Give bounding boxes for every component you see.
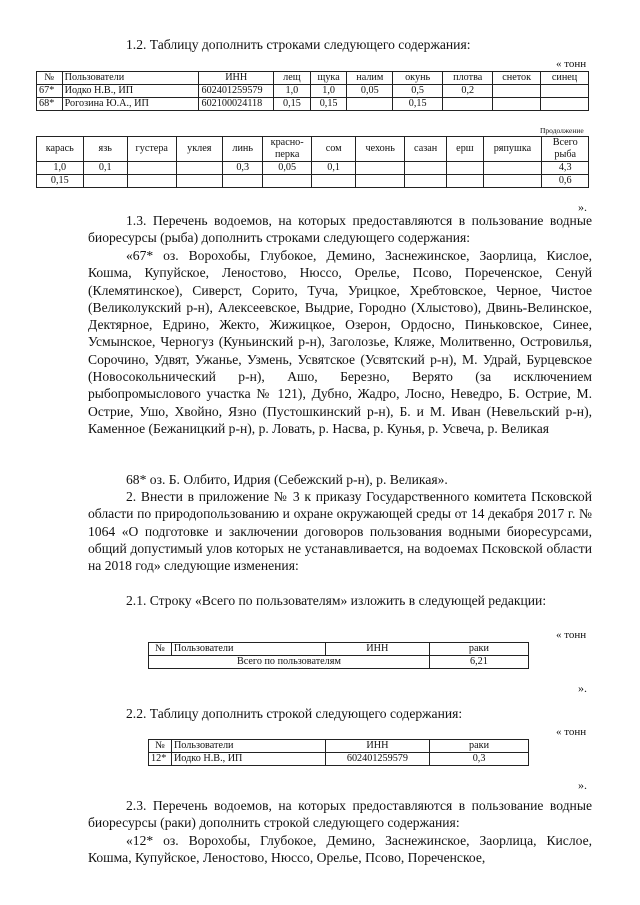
col-users: Пользователи [171,643,325,656]
table-row [37,98,589,111]
col-inn: ИНН [199,72,274,85]
section-2-text [88,488,592,574]
cell-value: 0,1 [83,162,127,175]
unit-label: « тонн [556,726,587,738]
table-row [37,162,589,175]
col-total-fish: Всего рыба [542,137,589,162]
section-2-2-heading: 2.2. Таблицу дополнить строкой следующего содержания: [126,706,463,721]
crayfish-user-table [148,739,529,766]
paragraph-text: 68* оз. Б. Олбито, Идрия (Себежский р-н), р. Великая». [126,472,448,487]
table-header-row [149,643,529,656]
col-burbot: налим [347,72,393,85]
cell-value: 1,0 [37,162,84,175]
crayfish-total-table [148,642,529,669]
col-crayfish: раки [430,740,529,753]
paragraph-text: 2.3. Перечень водоемов, на которых предоставляются в пользование водные биоресурсы (раки) дополнить строкой следующего содержания: [88,798,592,831]
cell-value: 0,05 [347,85,393,98]
cell-value: 1,0 [310,85,347,98]
cell-value [127,162,176,175]
col-silverbream: густера [127,137,176,162]
table-header-row [37,137,589,162]
cell-value [83,175,127,188]
cell-value [404,175,446,188]
cell-value [483,175,542,188]
paragraph-text: 2. Внести в приложение № 3 к приказу Государственного комитета Псковской области по природопользованию и охране окружающей среды от 14 декабря 2017 г. № 1064 «О подготовке и заключении договоров пользования водными биоресурсами, общий допустимый улов которых не устанавливается, на водоемах Псковской области на 2018 год» следующие изменения: [88,489,592,574]
cell-inn: 602401259579 [325,753,429,766]
cell-value [223,175,263,188]
table-row [149,656,529,669]
cell-value [541,98,589,111]
cell-value: 0,15 [310,98,347,111]
cell-value: 4,3 [542,162,589,175]
paragraph-text: 2.1. Строку «Всего по пользователям» изложить в следующей редакции: [126,593,547,608]
cell-value [483,162,542,175]
cell-value [356,175,405,188]
section-1-3-intro [88,212,592,247]
cell-value [404,162,446,175]
users-fish-table [36,71,589,111]
cell-value [176,162,223,175]
col-number: № [149,643,172,656]
col-roach: плотва [443,72,493,85]
closing-quote: ». [578,681,587,695]
cell-value: 0,2 [443,85,493,98]
cell-user: Иодко Н.В., ИП [171,753,325,766]
cell-value [493,98,541,111]
cell-value: 0,15 [37,175,84,188]
cell-number: 67* [37,85,63,98]
cell-value: 0,5 [393,85,443,98]
cell-value [447,175,483,188]
continued-label: Продолжение [540,126,584,135]
col-crayfish: раки [429,643,528,656]
col-inn: ИНН [325,740,429,753]
cell-value: 0,3 [430,753,529,766]
fish-continued-table [36,136,589,188]
total-value: 6,21 [429,656,528,669]
total-label: Всего по пользователям [149,656,430,669]
col-vendace: ряпушка [483,137,542,162]
table-header-row [37,72,589,85]
col-crucian: карась [37,137,84,162]
section-1-2-heading: 1.2. Таблицу дополнить строками следующего содержания: [126,37,471,52]
section-2-3-text [88,797,592,832]
cell-value [447,162,483,175]
col-perch: окунь [393,72,443,85]
table-header-row [149,740,529,753]
cell-value [493,85,541,98]
col-bream: лещ [274,72,311,85]
cell-value: 0,05 [263,162,312,175]
col-bluebream: синец [541,72,589,85]
cell-value: 0,1 [311,162,355,175]
col-ide: язь [83,137,127,162]
cell-value [311,175,355,188]
cell-value: 1,0 [274,85,311,98]
col-bleak: уклея [176,137,223,162]
col-pike: щука [310,72,347,85]
table-row [149,753,529,766]
cell-number: 12* [149,753,172,766]
col-rudd: красно-перка [263,137,312,162]
water-bodies-67 [88,247,592,437]
cell-value: 0,15 [274,98,311,111]
cell-value [443,98,493,111]
cell-inn: 602100024118 [199,98,274,111]
col-number: № [37,72,63,85]
water-bodies-68 [88,471,592,488]
cell-value [347,98,393,111]
cell-user: Рогозина Ю.А., ИП [62,98,199,111]
cell-value [127,175,176,188]
cell-value [541,85,589,98]
cell-value [263,175,312,188]
col-inn: ИНН [325,643,429,656]
unit-label: « тонн [556,58,587,70]
col-users: Пользователи [171,740,325,753]
unit-label: « тонн [556,629,587,641]
col-smelt: снеток [493,72,541,85]
col-number: № [149,740,172,753]
cell-value [356,162,405,175]
cell-inn: 602401259579 [199,85,274,98]
col-ruffe: ерш [447,137,483,162]
paragraph-text: «67* оз. Ворохобы, Глубокое, Демино, Заснежинское, Заорлица, Кислое, Кошма, Купуйское, Леностово, Нюссо, Орелье, Псово, Пореченское, Сенуй (Клемятинское), Сиверст, Сорито, Туча, Урицкое, Хребтовское, Черное, Чистое (Великолукский р-н), Алексеевское, Выдрие, Городно (Хлыстово), Двинь-Велинское, Дектярное, Едрино, Жекто, Жижицкое, Озерон, Ордосно, Пиньковское, Синее, Усмынское, Черногуз (Куньинский р-н), Заголозье, Кляже, Молитвенно, Островилья, Сорочино, Удвят, Ужанье, Узмень, Усвятское (Усвятский р-н), М. Удрай, Бурцевское (Новосокольнический р-н), Ашо, Березно, Верято (за исключением рыбопромыслового участка № 121), Дубно, Жадро, Лосно, Неведро, Б. Острие, М. Острие, Ушо, Хвойно, Язно (Пустошкинский р-н), Б. и М. Иван (Невельский р-н), Каменное (Бежаницкий р-н), р. Ловать, р. Насва, р. Кунья, р. Усвеча, р. Великая [88,248,592,436]
col-catfish: сом [311,137,355,162]
paragraph-text: 1.3. Перечень водоемов, на которых предоставляются в пользование водные биоресурсы (рыба) дополнить строками следующего содержания: [88,213,592,246]
section-2-1-text [88,592,592,609]
cell-value: 0,3 [223,162,263,175]
closing-quote: ». [578,778,587,792]
cell-value: 0,15 [393,98,443,111]
cell-value: 0,6 [542,175,589,188]
table-row [37,85,589,98]
paragraph-text: «12* оз. Ворохобы, Глубокое, Демино, Заснежинское, Заорлица, Кислое, Кошма, Купуйское, Леностово, Нюссо, Орелье, Псово, Пореченское, [88,833,592,866]
col-users: Пользователи [62,72,199,85]
cell-number: 68* [37,98,63,111]
closing-quote: ». [578,200,587,214]
cell-user: Иодко Н.В., ИП [62,85,199,98]
water-bodies-12 [88,832,592,867]
table-row [37,175,589,188]
col-carp: сазан [404,137,446,162]
col-sabrefish: чехонь [356,137,405,162]
cell-value [176,175,223,188]
col-tench: линь [223,137,263,162]
